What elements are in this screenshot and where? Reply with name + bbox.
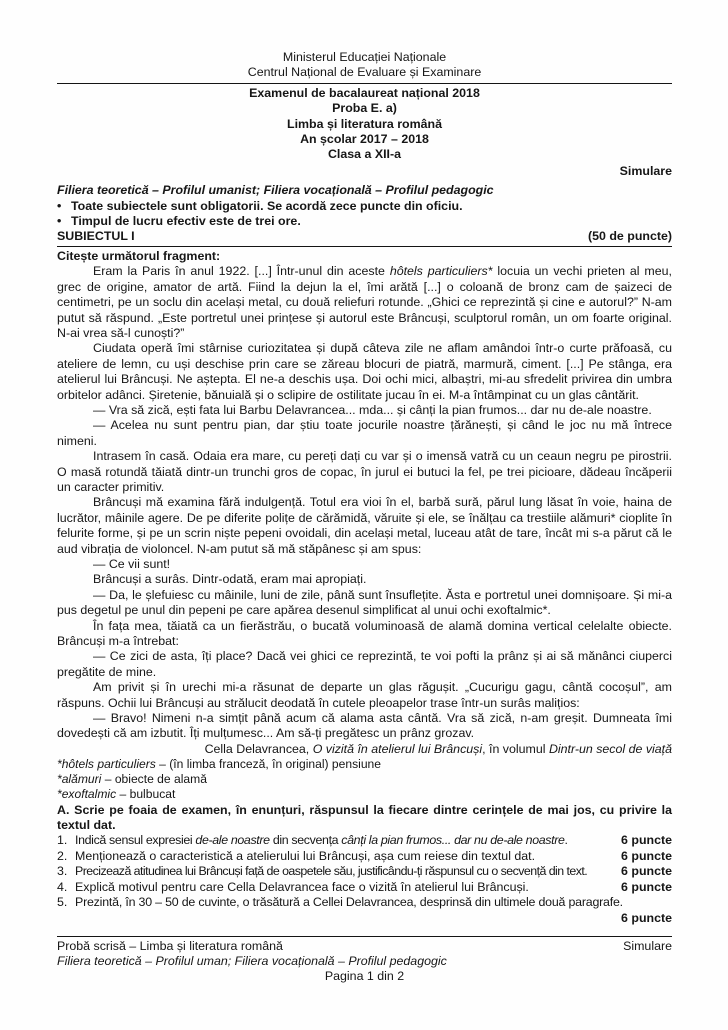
- section-a-heading: A. Scrie pe foaia de examen, în enunțuri, răspunsul la fiecare dintre cerințele de mai jos, cu privire la textul dat.: [57, 802, 672, 833]
- notice-bullet-1-text: Toate subiectele sunt obligatorii. Se acordă zece puncte din oficiu.: [71, 198, 463, 213]
- question-row-5: [57, 895, 672, 910]
- question-row-1: [57, 833, 672, 848]
- bullet-icon: •: [57, 198, 62, 213]
- fragment-paragraph-6: Brâncuși mă examina fără indulgență. Totul era vioi în el, barbă sură, părul lung lăsat în voie, haina de lucrător, mâinile agere. De pe diferite polițe de cărămidă, văruite și ele, se înălțau ca trestiile alămuri* cioplite în felurite forme, și pe un scrin niște pepeni ovoidali, din același metal, luceau atât de tare, încât mi s-a părut că le aud vibrația de violoncel. N-am putut să mă stăpânesc și am spus:: [57, 495, 672, 556]
- fragment-text: Eram la Paris în anul 1922. [...] Într-unul din aceste: [93, 264, 390, 279]
- question-text-part: .: [564, 833, 568, 848]
- exam-title: Examenul de bacalaureat național 2018: [249, 85, 480, 100]
- footnote-2: [57, 772, 672, 787]
- fragment-paragraph-8: Brâncuși a surâs. Dintr-odată, eram mai apropiați.: [93, 572, 367, 587]
- question-row-4: [57, 880, 672, 895]
- footnote-term: *exoftalmic: [57, 786, 117, 801]
- question-number: 2.: [57, 848, 68, 863]
- fragment-intro: Citește următorul fragment:: [57, 248, 221, 263]
- filiera-line: Filiera teoretică – Profilul umanist; Filiera vocațională – Profilul pedagogic: [57, 183, 494, 198]
- header-divider: [57, 83, 672, 84]
- fragment-attribution: [57, 742, 672, 757]
- bullet-icon: •: [57, 214, 62, 229]
- fragment-paragraph-9: — Da, le șlefuiesc cu mâinile, luni de zile, până sunt însuflețite. Ăsta e portretul unei domnișoare. Și mi-a pus degetul pe unul din pepeni pe care apărea desenul simplificat al unui ochi exoftalmic*.: [57, 587, 672, 618]
- ministry-line-2: Centrul Național de Evaluare și Examinare: [247, 65, 482, 80]
- question-text-part: Indică sensul expresiei: [75, 833, 196, 848]
- attribution-volume-title: Dintr-un secol de viață: [548, 741, 672, 756]
- attribution-work-title: O vizită în atelierul lui Brâncuși: [312, 741, 483, 756]
- attribution-author: Cella Delavrancea,: [204, 741, 313, 756]
- footnote-definition: – obiecte de alamă: [101, 772, 207, 787]
- footnote-definition: – bulbucat: [116, 786, 176, 801]
- footnotes-block: [57, 757, 672, 801]
- subject1-heading-row: [57, 229, 672, 246]
- page-footer: [57, 934, 672, 985]
- footer-divider: [57, 936, 672, 937]
- notice-bullet-2: [57, 214, 672, 229]
- footer-page-number: Pagina 1 din 2: [324, 969, 405, 984]
- question-text: Explică motivul pentru care Cella Delavrancea face o vizită în atelierul lui Brâncuși.: [75, 879, 529, 894]
- fragment-paragraph-10: În fața mea, tăiată ca un fierăstrău, o bucată voluminoasă de alamă domina vertical celelalte obiecte. Brâncuși m-a întrebat:: [57, 618, 672, 649]
- exam-school-year: An școlar 2017 – 2018: [300, 132, 429, 147]
- question-number: 1.: [57, 833, 68, 848]
- notice-bullet-2-text: Timpul de lucru efectiv este de trei ore.: [71, 214, 301, 229]
- fragment-paragraph-3: — Vra să zică, ești fata lui Barbu Delavrancea... mda... și cânți la pian frumos... dar nu de-ale noastre.: [93, 402, 652, 417]
- question-text-part: din secvența: [269, 833, 342, 848]
- footnote-term: *alămuri: [57, 772, 102, 787]
- subject1-heading: SUBIECTUL I: [57, 229, 135, 244]
- footer-right: Simulare: [623, 939, 672, 953]
- footnote-3: [57, 787, 672, 802]
- question-number: 4.: [57, 879, 68, 894]
- question-italic-part: de-ale noastre: [195, 833, 270, 848]
- fragment-paragraph-7: — Ce vii sunt!: [93, 557, 171, 571]
- footer-row: [57, 939, 672, 954]
- exam-grade: Clasa a XII-a: [327, 147, 401, 162]
- fragment-paragraph-11: — Ce zici de asta, îți place? Dacă vei ghici ce reprezintă, te voi pofti la prânz și ai să mănânci ciuperci pregătite de mine.: [57, 649, 672, 679]
- ministry-line-1: Ministerul Educației Naționale: [282, 50, 447, 64]
- exam-subject: Limba și literatura română: [287, 116, 442, 131]
- subject1-points: (50 de puncte): [588, 229, 672, 244]
- footer-filiera: Filiera teoretică – Profilul uman; Filiera vocațională – Profilul pedagogic: [57, 954, 447, 969]
- notice-bullet-1: [57, 199, 672, 214]
- question-points: 6 puncte: [621, 864, 672, 879]
- question-points: 6 puncte: [621, 848, 672, 863]
- fragment-paragraph-1: [57, 264, 672, 341]
- footnote-definition: – (în limba franceză, în original) pensiune: [155, 757, 382, 772]
- question-text: Menționează o caracteristică a atelierului lui Brâncuși, așa cum reiese din textul dat.: [75, 848, 536, 863]
- question-text: Prezintă, în 30 – 50 de cuvinte, o trăsătură a Cellei Delavrancea, desprinsă din ultimele două paragrafe.: [75, 895, 623, 910]
- fragment-italic-term: hôtels particuliers*: [389, 264, 493, 279]
- exam-proba: Proba E. a): [332, 101, 397, 116]
- question-row-3: [57, 864, 672, 879]
- question-points: 6 puncte: [621, 879, 672, 894]
- fragment-paragraph-12: Am privit și în urechi mi-a răsunat de departe un glas răgușit. „Cucurigu gagu, cântă cocoșul”, am răspuns. Ochii lui Brâncuși au strălucit deodată în cutele pleoapelor trase într-un surâs malițios:: [57, 680, 672, 710]
- fragment-paragraph-5: Intrasem în casă. Odaia era mare, cu pereți dați cu var și o imensă vatră cu un ceaun negru pe pirostrii. O masă rotundă tăiată dintr-un trunchi gros de copac, în jurul ei butuci la fel, pe trei picioare, dădeau încăperii un caracter primitiv.: [57, 449, 672, 494]
- question-italic-part: cânți la pian frumos... dar nu de-ale noastre: [341, 833, 565, 848]
- question-text: [75, 833, 617, 848]
- question-text: Precizează atitudinea lui Brâncuși față de oaspetele său, justificându-ți răspunsul cu o secvență din text.: [75, 864, 588, 879]
- footnote-term: *hôtels particuliers: [57, 757, 156, 772]
- attribution-text: , în volumul: [482, 741, 549, 756]
- footnote-1: [57, 757, 672, 772]
- question-row-2: [57, 849, 672, 864]
- question-points: 6 puncte: [621, 833, 672, 848]
- fragment-text: locuia un vechi prieten al meu, grec de origine, amator de artă. Fiind la dejun la el, îmi arătă [...] o coloană de bronz cam de șaizeci de centimetri, pe un soclu din același metal, cu două reliefuri rotunde. „Ghici ce reprezintă și cine e autorul?” N-am putut să răspund. „Este portretul unei prințese și autorul este Brâncuși, sculptorul român, un om foarte original. N-ai vrea să-l cunoști?”: [57, 264, 672, 340]
- fragment-paragraph-4: — Acelea nu sunt pentru pian, dar știu toate jocurile noastre țărănești, și când le joc nu mă întrece nimeni.: [57, 418, 672, 448]
- footer-left: Probă scrisă – Limba și literatura română: [57, 939, 283, 953]
- fragment-paragraph-2: Ciudata operă îmi stârnise curiozitatea și după câteva zile ne aflam amândoi într-o curte prăfoasă, cu ateliere de lemn, cu uși deschise prin care se zăreau blocuri de piatră, marmură, ciment. [...] Pe stânga, era atelierul lui Brâncuși. Ne aștepta. El ne-a deschis ușa. Doi ochi mici, albaștri, mi-au sfredelit privirea din umbra orbitelor adânci. Șiretenie, bănuială și o sclipire de ostilitate jucau în ei. M-a întâmpinat cu un glas cântărit.: [57, 341, 672, 402]
- question-number: 3.: [57, 864, 68, 879]
- fragment-paragraph-13: — Bravo! Nimeni n-a simțit până acum că alama asta cântă. Vra să zică, n-am greșit. Dumneata îmi dovedești că am izbutit. Îți mulțumesc... Am să-ți pregătesc un prânz grozav.: [57, 711, 672, 741]
- question-number: 5.: [57, 895, 68, 910]
- question-5-points: 6 puncte: [621, 910, 672, 925]
- simulare-label: Simulare: [619, 163, 672, 178]
